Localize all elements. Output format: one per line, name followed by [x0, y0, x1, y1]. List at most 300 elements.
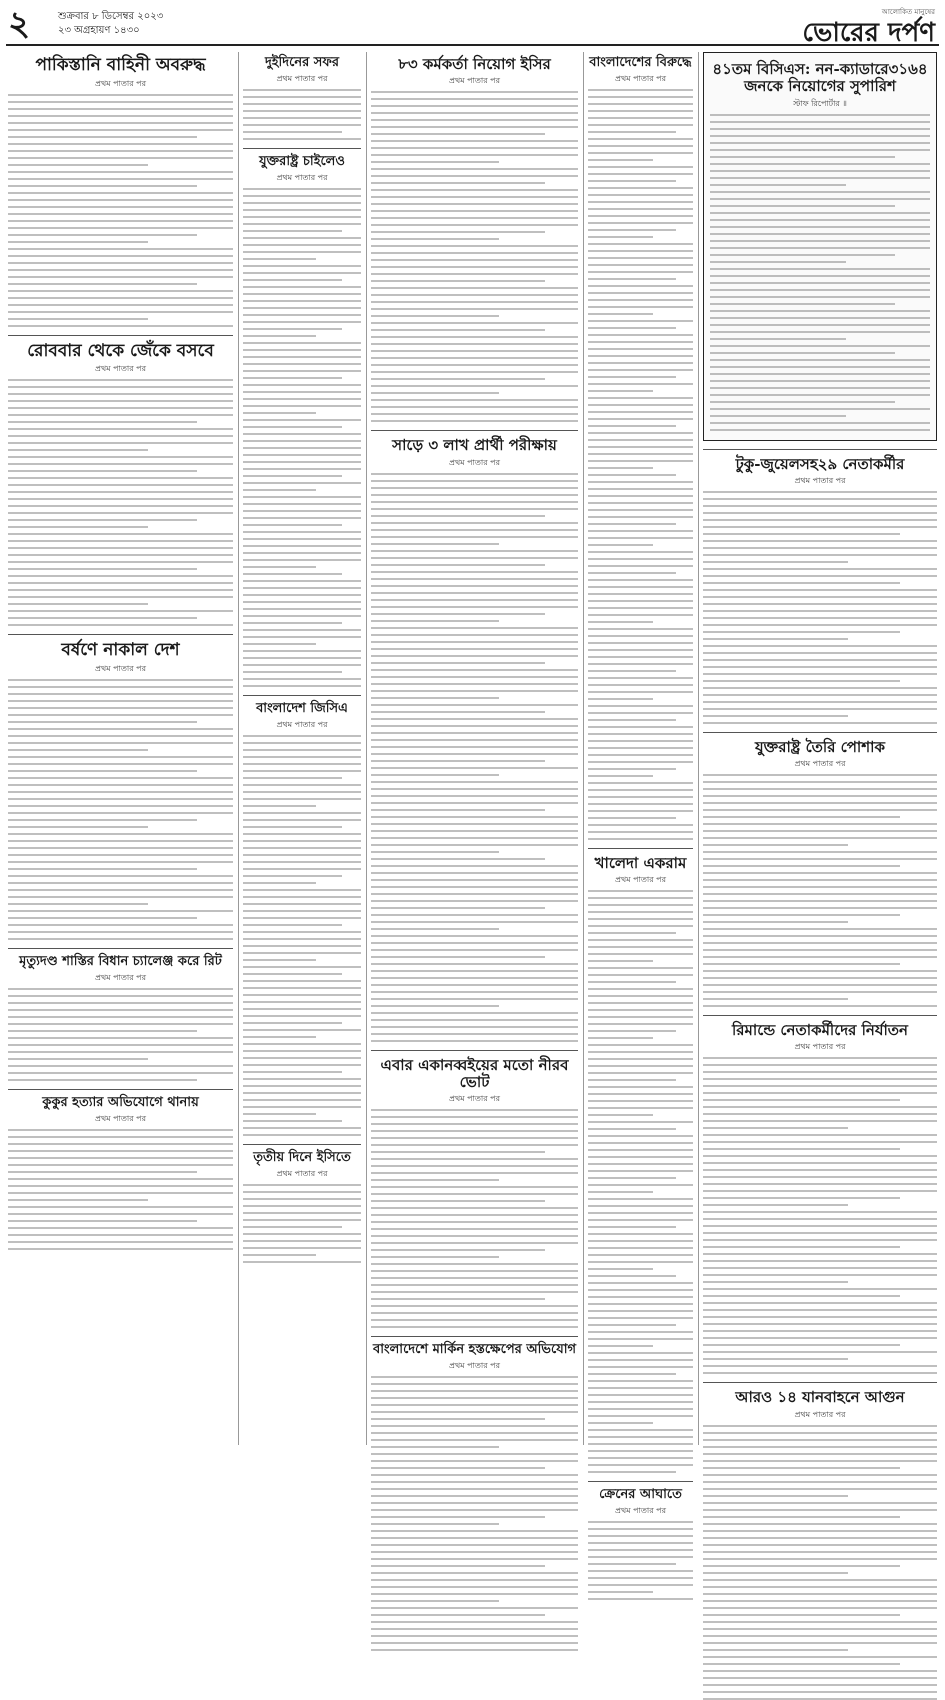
text-line	[703, 1071, 937, 1073]
text-line	[371, 1425, 578, 1427]
text-line	[243, 1043, 361, 1045]
text-line	[371, 133, 545, 135]
text-line	[371, 1390, 578, 1392]
text-line	[710, 401, 895, 403]
text-line	[588, 187, 693, 189]
text-line	[371, 1200, 545, 1202]
text-line	[371, 1572, 578, 1574]
story-markin-hostokkhep	[371, 1343, 578, 1651]
text-line	[588, 649, 693, 651]
text-line	[588, 1373, 676, 1375]
continued-label: প্রথম পাতার পর	[794, 1042, 846, 1052]
continued-label: প্রথম পাতার পর	[95, 663, 146, 673]
text-line	[588, 974, 693, 976]
text-line	[8, 407, 233, 409]
text-line	[588, 1556, 693, 1558]
text-line	[703, 533, 900, 535]
text-line	[588, 1591, 653, 1593]
text-line	[243, 1092, 361, 1094]
text-line	[588, 1170, 693, 1172]
text-line	[703, 1586, 937, 1588]
text-line	[588, 509, 693, 511]
text-line	[371, 1172, 578, 1174]
text-line	[371, 266, 578, 268]
text-line	[243, 314, 361, 316]
story-body	[588, 890, 693, 1473]
text-line	[703, 1446, 937, 1448]
text-line	[710, 205, 895, 207]
text-line	[703, 1183, 937, 1185]
text-line	[710, 394, 930, 396]
text-line	[703, 715, 848, 717]
text-line	[243, 770, 361, 772]
text-line	[703, 526, 937, 528]
text-line	[8, 742, 233, 744]
text-line	[703, 1572, 848, 1574]
text-line	[588, 1114, 653, 1116]
text-line	[588, 1324, 676, 1326]
text-line	[703, 498, 937, 500]
text-line	[8, 1150, 233, 1152]
text-line	[703, 1642, 937, 1644]
story-jukttorashtro-chaileo	[243, 155, 361, 687]
text-line	[8, 512, 233, 514]
text-line	[703, 1155, 937, 1157]
text-line	[588, 1338, 693, 1340]
text-line	[371, 1158, 578, 1160]
divider	[371, 1336, 578, 1337]
continued-label: প্রথম পাতার পর	[449, 76, 500, 86]
headline: পাকিস্তানি বাহিনী অবরুদ্ধ	[35, 55, 206, 75]
text-line	[588, 1563, 676, 1565]
divider	[8, 335, 233, 336]
text-line	[8, 393, 233, 395]
text-line	[703, 914, 900, 916]
text-line	[703, 998, 848, 1000]
text-line	[8, 728, 233, 730]
text-line	[243, 622, 342, 624]
text-line	[371, 238, 499, 240]
text-line	[703, 963, 900, 965]
text-line	[710, 331, 930, 333]
text-line	[371, 203, 578, 205]
text-line	[8, 1023, 233, 1025]
text-line	[8, 1051, 233, 1053]
text-line	[243, 1212, 361, 1214]
text-line	[8, 833, 233, 835]
text-line	[588, 677, 693, 679]
text-line	[588, 1352, 693, 1354]
text-line	[703, 1330, 937, 1332]
text-line	[588, 981, 676, 983]
text-line	[8, 435, 233, 437]
headline: টুকু-জুয়েলসহ২৯ নেতাকর্মীর	[735, 454, 905, 473]
headline: মৃত্যুদণ্ড শাস্তির বিধান চ্যালেঞ্জ করে রিট	[19, 953, 222, 969]
text-line	[703, 1162, 937, 1164]
text-line	[703, 1064, 937, 1066]
text-line	[371, 1642, 578, 1644]
divider	[588, 1481, 693, 1482]
text-line	[371, 245, 578, 247]
story-body	[588, 89, 693, 840]
text-line	[703, 596, 937, 598]
text-line	[371, 1277, 578, 1279]
text-line	[371, 1474, 578, 1476]
text-line	[8, 150, 233, 152]
text-line	[243, 286, 361, 288]
text-line	[588, 1254, 693, 1256]
text-line	[588, 404, 693, 406]
text-line	[588, 600, 693, 602]
text-line	[243, 524, 342, 526]
text-line	[703, 1663, 900, 1665]
continued-label: প্রথম পাতার পর	[449, 1094, 500, 1103]
text-line	[703, 505, 937, 507]
text-line	[710, 387, 930, 389]
text-line	[371, 774, 499, 776]
text-line	[588, 607, 693, 609]
text-line	[243, 615, 361, 617]
text-line	[8, 178, 233, 180]
text-line	[371, 1460, 578, 1462]
text-line	[8, 854, 233, 856]
text-line	[243, 188, 361, 190]
text-line	[588, 1212, 693, 1214]
text-line	[588, 1184, 693, 1186]
text-line	[371, 392, 499, 394]
text-line	[588, 320, 693, 322]
text-line	[371, 676, 578, 678]
text-line	[588, 1107, 693, 1109]
text-line	[371, 802, 578, 804]
text-line	[8, 379, 233, 381]
text-line	[588, 614, 693, 616]
text-line	[588, 292, 693, 294]
text-line	[703, 816, 900, 818]
divider	[8, 1089, 233, 1090]
text-line	[8, 1185, 233, 1187]
text-line	[588, 257, 693, 259]
text-line	[710, 366, 930, 368]
text-line	[243, 608, 361, 610]
text-line	[588, 817, 676, 819]
text-line	[588, 1436, 693, 1438]
story-body	[8, 379, 233, 626]
text-line	[588, 348, 693, 350]
text-line	[8, 861, 233, 863]
text-line	[703, 1337, 937, 1339]
text-line	[371, 865, 578, 867]
text-line	[371, 91, 578, 93]
text-line	[588, 1275, 676, 1277]
text-line	[710, 212, 930, 214]
text-line	[243, 279, 342, 281]
text-line	[243, 791, 361, 793]
text-line	[8, 1199, 148, 1201]
text-line	[8, 164, 148, 166]
text-line	[8, 568, 197, 570]
text-line	[703, 631, 900, 633]
story-kukur	[8, 1096, 233, 1250]
text-line	[243, 503, 361, 505]
text-line	[588, 1289, 693, 1291]
text-line	[588, 1135, 693, 1137]
text-line	[243, 1233, 361, 1235]
text-line	[243, 209, 361, 211]
text-line	[371, 1151, 545, 1153]
text-line	[710, 247, 930, 249]
text-line	[8, 185, 197, 187]
text-line	[588, 1191, 653, 1193]
text-line	[588, 967, 693, 969]
text-line	[243, 475, 342, 477]
divider	[371, 1050, 578, 1051]
text-line	[371, 161, 499, 163]
text-line	[588, 1331, 693, 1333]
text-line	[588, 215, 693, 217]
text-line	[243, 1120, 342, 1122]
text-line	[588, 1226, 676, 1228]
text-line	[588, 439, 693, 441]
text-line	[8, 477, 233, 479]
text-line	[8, 693, 233, 695]
text-line	[243, 861, 361, 863]
story-body	[703, 1057, 937, 1374]
text-line	[588, 918, 693, 920]
text-line	[8, 442, 233, 444]
text-line	[371, 1411, 578, 1413]
text-line	[243, 89, 361, 91]
continued-label: প্রথম পাতার পর	[615, 875, 666, 885]
text-line	[588, 579, 693, 581]
text-line	[588, 369, 693, 371]
text-line	[371, 697, 499, 699]
text-line	[8, 470, 197, 472]
text-line	[588, 1408, 693, 1410]
text-line	[8, 610, 233, 612]
text-line	[243, 398, 361, 400]
text-line	[371, 378, 545, 380]
text-line	[243, 896, 361, 898]
text-line	[371, 105, 578, 107]
text-line	[710, 156, 895, 158]
text-line	[703, 638, 848, 640]
text-line	[588, 418, 693, 420]
story-body	[371, 91, 578, 422]
text-line	[371, 182, 545, 184]
text-line	[243, 1057, 361, 1059]
text-line	[703, 701, 937, 703]
headline: রোববার থেকে জেঁকে বসবে	[27, 340, 214, 361]
text-line	[703, 540, 937, 542]
text-line	[243, 202, 361, 204]
text-line	[588, 446, 693, 448]
text-line	[588, 1366, 693, 1368]
text-line	[243, 335, 316, 337]
continued-label: প্রথম পাতার পর	[615, 1506, 666, 1516]
text-line	[703, 1274, 937, 1276]
text-line	[588, 96, 693, 98]
text-line	[588, 1450, 693, 1452]
text-line	[588, 1415, 693, 1417]
text-line	[588, 890, 693, 892]
text-line	[703, 1351, 937, 1353]
text-line	[243, 833, 361, 835]
text-line	[588, 740, 693, 742]
text-line	[588, 285, 693, 287]
headline: রিমান্ডে নেতাকর্মীদের নির্যাতন	[731, 1021, 909, 1039]
text-line	[8, 875, 233, 877]
text-line	[371, 704, 578, 706]
text-line	[588, 208, 693, 210]
text-line	[8, 1129, 233, 1131]
text-line	[243, 1254, 316, 1256]
text-line	[371, 1291, 578, 1293]
text-line	[710, 380, 930, 382]
text-line	[710, 289, 930, 291]
text-line	[588, 222, 693, 224]
story-body	[703, 1425, 937, 1700]
text-line	[243, 307, 361, 309]
text-line	[243, 924, 342, 926]
text-line	[243, 1029, 361, 1031]
text-line	[710, 170, 930, 172]
text-line	[703, 837, 937, 839]
text-line	[703, 659, 937, 661]
text-line	[703, 1656, 937, 1658]
text-line	[8, 290, 233, 292]
text-line	[8, 777, 233, 779]
text-line	[588, 432, 693, 434]
text-line	[588, 803, 693, 805]
story-rimande	[703, 1022, 937, 1374]
text-line	[243, 910, 361, 912]
text-line	[703, 977, 937, 979]
text-line	[371, 301, 578, 303]
text-line	[588, 110, 693, 112]
text-line	[588, 838, 693, 840]
text-line	[588, 1542, 693, 1544]
story-body	[371, 473, 578, 1042]
text-line	[703, 610, 937, 612]
text-line	[371, 1439, 578, 1441]
text-line	[710, 163, 930, 165]
text-line	[710, 177, 930, 179]
text-line	[710, 415, 846, 417]
text-line	[371, 1621, 578, 1623]
text-line	[243, 531, 361, 533]
text-line	[243, 510, 361, 512]
text-line	[371, 1012, 578, 1014]
text-line	[8, 1016, 233, 1018]
text-line	[371, 1614, 545, 1616]
text-line	[588, 1303, 693, 1305]
text-line	[371, 1628, 578, 1630]
text-line	[243, 749, 361, 751]
continued-label: প্রথম পাতার পর	[615, 73, 666, 83]
text-line	[371, 830, 578, 832]
text-line	[588, 988, 693, 990]
text-line	[703, 708, 937, 710]
text-line	[371, 343, 578, 345]
text-line	[371, 406, 578, 408]
text-line	[703, 1120, 937, 1122]
text-line	[703, 879, 937, 881]
text-line	[243, 321, 361, 323]
text-line	[703, 1134, 937, 1136]
text-line	[703, 844, 848, 846]
story-borshone	[8, 641, 233, 940]
text-line	[243, 545, 361, 547]
text-line	[371, 1130, 578, 1132]
headline: ৮৩ কর্মকর্তা নিয়োগ ইসির	[398, 55, 551, 73]
text-line	[8, 213, 233, 215]
text-line	[371, 1109, 578, 1111]
text-line	[703, 795, 937, 797]
text-line	[371, 599, 578, 601]
text-line	[243, 657, 361, 659]
text-line	[703, 1099, 900, 1101]
text-line	[710, 317, 930, 319]
text-line	[703, 781, 937, 783]
text-line	[243, 1050, 361, 1052]
text-line	[371, 641, 578, 643]
text-line	[243, 784, 361, 786]
text-line	[8, 679, 233, 681]
text-line	[588, 1205, 693, 1207]
column-rule	[238, 52, 239, 1445]
text-line	[8, 101, 233, 103]
text-line	[243, 244, 361, 246]
text-line	[371, 147, 578, 149]
story-jukttorashtro-poshak	[703, 739, 937, 1007]
text-line	[371, 634, 578, 636]
text-line	[371, 1488, 578, 1490]
text-line	[710, 345, 930, 347]
text-line	[588, 1149, 693, 1151]
text-line	[243, 917, 361, 919]
text-line	[371, 970, 578, 972]
text-line	[8, 1171, 197, 1173]
text-line	[371, 259, 578, 261]
text-line	[588, 390, 653, 392]
text-line	[8, 868, 197, 870]
text-line	[243, 482, 361, 484]
text-line	[371, 662, 545, 664]
text-line	[588, 586, 693, 588]
text-line	[371, 217, 578, 219]
text-line	[703, 589, 937, 591]
text-line	[371, 1523, 499, 1525]
text-line	[371, 1600, 499, 1602]
text-line	[371, 571, 578, 573]
headline: ক্রেনের আঘাতে	[599, 1487, 682, 1503]
text-line	[243, 237, 361, 239]
text-line	[371, 823, 578, 825]
text-line	[710, 359, 930, 361]
text-line	[588, 1282, 693, 1284]
text-line	[703, 830, 937, 832]
text-line	[8, 917, 197, 919]
text-line	[703, 1439, 937, 1441]
text-line	[8, 784, 233, 786]
text-line	[371, 879, 578, 881]
text-line	[588, 768, 676, 770]
text-line	[588, 946, 693, 948]
text-line	[703, 1544, 937, 1546]
text-line	[8, 1030, 197, 1032]
text-line	[243, 650, 361, 652]
